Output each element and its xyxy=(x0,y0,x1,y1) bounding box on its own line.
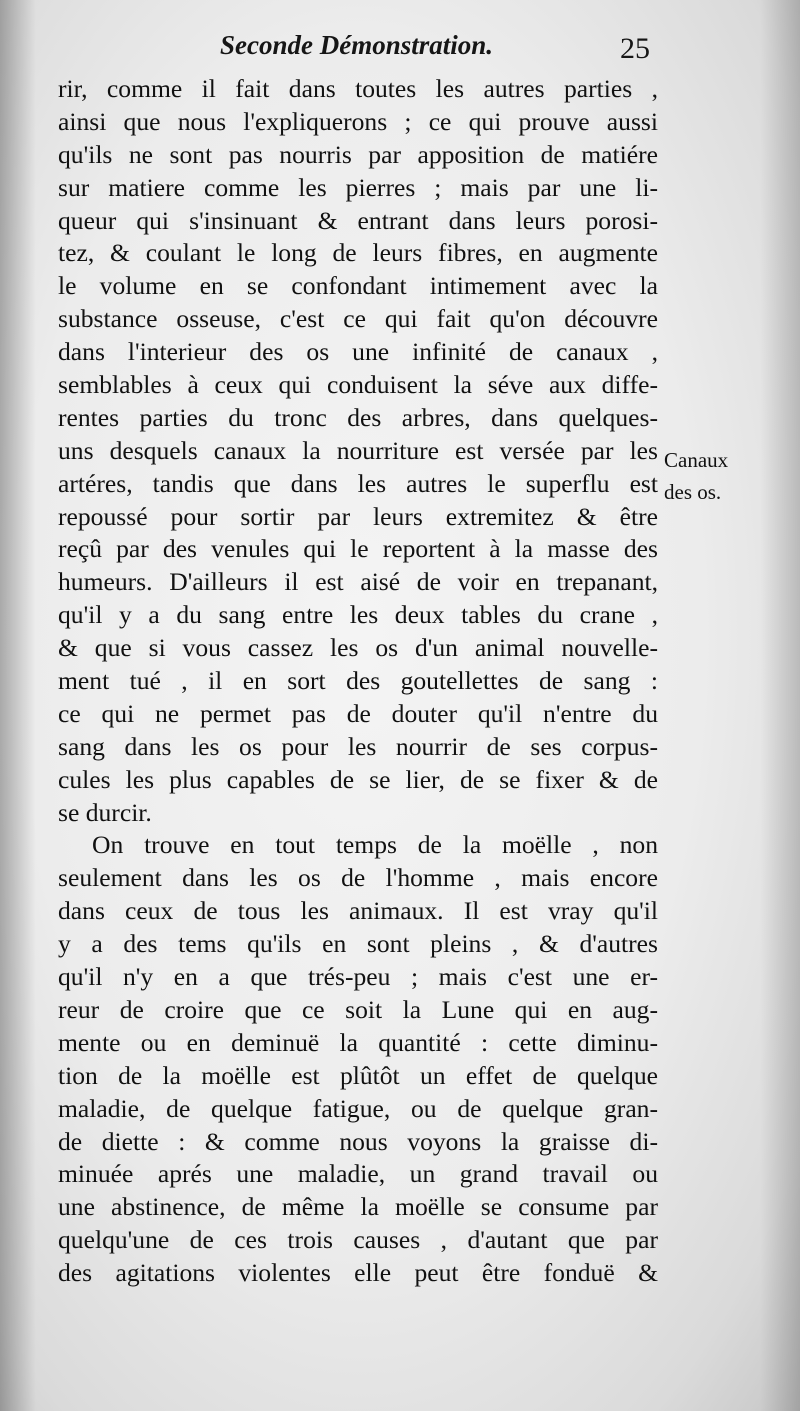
text-line: & que si vous cassez les os d'un animal nouvelle- xyxy=(58,633,658,663)
body-text xyxy=(58,73,658,1290)
page-header xyxy=(60,30,660,70)
edge-shadow xyxy=(760,0,800,1411)
text-line: mente ou en deminuë la quantité : cette diminu- xyxy=(58,1027,658,1057)
text-line: queur qui s'insinuant & entrant dans leurs porosi- xyxy=(58,205,658,235)
running-title: Seconde Démonstration. xyxy=(220,30,494,60)
text-line: rentes parties du tronc des arbres, dans quelques- xyxy=(58,402,658,432)
text-line: une abstinence, de même la moëlle se consume par xyxy=(58,1192,658,1222)
text-line: tion de la moëlle est plûtôt un effet de quelque xyxy=(58,1060,658,1090)
text-line: substance osseuse, c'est ce qui fait qu'on découvre xyxy=(58,304,658,334)
text-line: qu'il n'y en a que trés-peu ; mais c'est une er- xyxy=(58,962,658,992)
text-line: qu'ils ne sont pas nourris par apposition de matiére xyxy=(58,139,658,169)
text-line: seulement dans les os de l'homme , mais encore xyxy=(58,863,658,893)
text-line: uns desquels canaux la nourriture est versée par les xyxy=(58,435,658,465)
text-line: sang dans les os pour les nourrir de ses corpus- xyxy=(58,731,658,761)
text-line: dans l'interieur des os une infinité de canaux , xyxy=(58,337,658,367)
text-line: dans ceux de tous les animaux. Il est vray qu'il xyxy=(58,896,658,926)
text-line: semblables à ceux qui conduisent la séve aux diffe- xyxy=(58,370,658,400)
text-line: se durcir. xyxy=(58,797,152,827)
text-line: sur matiere comme les pierres ; mais par une li- xyxy=(58,172,658,202)
text-line: cules les plus capables de se lier, de se fixer & de xyxy=(58,764,658,794)
page-number: 25 xyxy=(620,32,650,65)
text-line: rir, comme il fait dans toutes les autres parties , xyxy=(58,74,658,103)
margin-note xyxy=(664,444,774,508)
margin-note-line: Canaux xyxy=(664,448,729,472)
margin-note-line: des os. xyxy=(664,480,722,504)
text-line: maladie, de quelque fatigue, ou de quelque gran- xyxy=(58,1093,658,1123)
text-line: tez, & coulant le long de leurs fibres, en augmente xyxy=(58,238,658,268)
gutter-shadow xyxy=(0,0,36,1411)
text-line: des agitations violentes elle peut être fonduë & xyxy=(58,1258,658,1288)
text-line: ment tué , il en sort des goutellettes de sang : xyxy=(58,666,658,696)
text-line: de diette : & comme nous voyons la graisse di- xyxy=(58,1126,658,1156)
paragraph-start-line: On trouve en tout temps de la moëlle , non xyxy=(92,830,658,860)
text-line: ce qui ne permet pas de douter qu'il n'entre du xyxy=(58,698,658,728)
text-line: humeurs. D'ailleurs il est aisé de voir en trepanant, xyxy=(58,567,658,597)
text-line: quelqu'une de ces trois causes , d'autant que par xyxy=(58,1225,658,1255)
text-line: minuée aprés une maladie, un grand travail ou xyxy=(58,1159,658,1189)
text-line: le volume en se confondant intimement avec la xyxy=(58,271,658,301)
text-line: y a des tems qu'ils en sont pleins , & d'autres xyxy=(58,929,658,959)
text-line: reçû par des venules qui le reportent à la masse des xyxy=(58,534,658,564)
text-line: reur de croire que ce soit la Lune qui en aug- xyxy=(58,994,658,1024)
text-line: repoussé pour sortir par leurs extremitez & être xyxy=(58,501,658,531)
text-line: ainsi que nous l'expliquerons ; ce qui prouve aussi xyxy=(58,106,658,136)
text-line: qu'il y a du sang entre les deux tables du crane , xyxy=(58,600,658,630)
text-line: artéres, tandis que dans les autres le superflu est xyxy=(58,468,658,498)
